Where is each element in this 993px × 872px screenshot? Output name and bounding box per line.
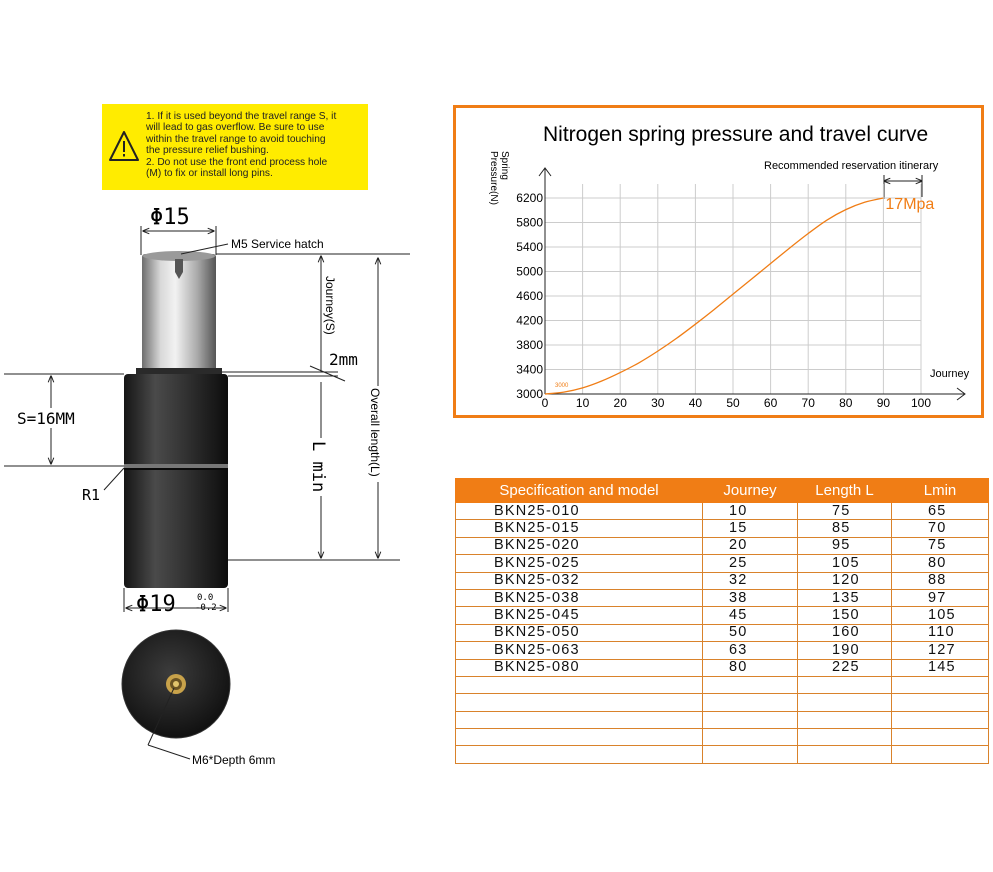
y-tick-label: 3000: [516, 387, 543, 401]
spec-header-cell: Lmin: [892, 479, 989, 503]
table-cell: 25: [703, 555, 798, 572]
table-cell: 127: [892, 642, 989, 659]
y-tick-label: 5000: [516, 264, 543, 279]
spec-table: [455, 478, 989, 764]
empty-cell: [456, 729, 703, 746]
body-groove-shadow: [124, 468, 228, 470]
empty-cell: [892, 746, 989, 763]
table-cell: BKN25-032: [456, 572, 703, 589]
table-cell: 190: [798, 642, 892, 659]
cylinder-body: [124, 374, 228, 588]
x-tick-label: 20: [613, 396, 627, 410]
overall-label: Overall length(L): [368, 388, 382, 477]
table-cell: 10: [703, 503, 798, 520]
service-hatch-hole: [175, 259, 183, 272]
y-tick-label: 4200: [516, 313, 543, 328]
empty-cell: [892, 729, 989, 746]
y-tick-label: 6200: [516, 191, 543, 205]
warning-line: will lead to gas overflow. Be sure to use: [146, 122, 325, 134]
table-cell: 75: [892, 537, 989, 554]
phi15-label: Φ15: [150, 205, 190, 230]
lmin-label: L min: [308, 441, 328, 493]
empty-cell: [798, 711, 892, 728]
x-tick-label: 90: [876, 396, 891, 410]
empty-cell: [703, 676, 798, 693]
x-tick-label: 10: [575, 396, 590, 410]
end-label: 17Mpa: [885, 196, 935, 213]
table-cell: 105: [798, 555, 892, 572]
empty-cell: [456, 694, 703, 711]
y-tick-label: 4600: [516, 289, 543, 303]
empty-cell: [798, 729, 892, 746]
table-cell: 120: [798, 572, 892, 589]
phi19-tol-lower: -0.2: [195, 603, 217, 613]
spec-header-cell: Specification and model: [456, 479, 703, 503]
warning-line: the pressure relief bushing.: [146, 145, 269, 157]
start-label: 3000: [555, 383, 569, 389]
chart-ylabel-2: Pressure(N): [488, 151, 499, 205]
body-groove: [124, 464, 228, 468]
table-cell: 95: [798, 537, 892, 554]
chart-annotation: Recommended reservation itinerary: [764, 160, 939, 172]
technical-drawing: [0, 0, 450, 872]
empty-cell: [703, 729, 798, 746]
table-cell: BKN25-050: [456, 624, 703, 641]
chart-ylabel-1: Spring: [499, 151, 510, 180]
x-tick-label: 60: [763, 396, 778, 410]
table-cell: 80: [703, 659, 798, 676]
empty-table-row: [456, 746, 989, 763]
m6-leader-2: [148, 745, 190, 759]
x-tick-label: 80: [839, 396, 853, 410]
table-cell: 105: [892, 607, 989, 624]
empty-cell: [892, 694, 989, 711]
pressure-chart: [453, 105, 984, 418]
table-cell: 15: [703, 520, 798, 537]
table-cell: 65: [892, 503, 989, 520]
empty-table-row: [456, 676, 989, 693]
empty-cell: [798, 694, 892, 711]
table-row: [456, 659, 989, 676]
table-cell: 88: [892, 572, 989, 589]
empty-cell: [892, 711, 989, 728]
table-cell: 135: [798, 589, 892, 606]
table-cell: 225: [798, 659, 892, 676]
spec-header-cell: Length L: [798, 479, 892, 503]
x-tick-label: 0: [541, 396, 549, 410]
table-row: [456, 555, 989, 572]
r1-label: R1: [82, 486, 101, 504]
x-tick-label: 100: [910, 396, 932, 410]
y-tick-label: 3400: [516, 362, 543, 377]
m6-label: M6*Depth 6mm: [192, 753, 276, 767]
table-row: [456, 642, 989, 659]
r1-leader: [104, 468, 124, 490]
empty-cell: [798, 676, 892, 693]
table-cell: BKN25-080: [456, 659, 703, 676]
table-cell: 97: [892, 589, 989, 606]
table-row: [456, 537, 989, 554]
table-row: [456, 572, 989, 589]
warning-line: within the travel range to avoid touching: [146, 133, 326, 145]
empty-cell: [456, 711, 703, 728]
y-tick-label: 5800: [516, 215, 543, 230]
table-cell: 70: [892, 520, 989, 537]
table-row: [456, 607, 989, 624]
table-cell: 45: [703, 607, 798, 624]
empty-cell: [892, 676, 989, 693]
empty-table-row: [456, 711, 989, 728]
spec-header-row: [456, 479, 989, 503]
table-cell: 32: [703, 572, 798, 589]
table-cell: 80: [892, 555, 989, 572]
table-row: [456, 520, 989, 537]
table-row: [456, 624, 989, 641]
table-cell: BKN25-045: [456, 607, 703, 624]
y-tick-label: 3800: [516, 338, 543, 352]
empty-cell: [703, 694, 798, 711]
empty-cell: [456, 746, 703, 763]
table-cell: 38: [703, 589, 798, 606]
table-cell: 110: [892, 624, 989, 641]
s16-label: S=16MM: [17, 409, 75, 428]
table-cell: 75: [798, 503, 892, 520]
table-cell: BKN25-025: [456, 555, 703, 572]
empty-cell: [456, 676, 703, 693]
table-cell: 145: [892, 659, 989, 676]
empty-table-row: [456, 729, 989, 746]
table-cell: 150: [798, 607, 892, 624]
warning-line: 1. If it is used beyond the travel range S, it: [146, 111, 337, 122]
table-cell: 160: [798, 624, 892, 641]
table-cell: 85: [798, 520, 892, 537]
table-cell: BKN25-010: [456, 503, 703, 520]
phi19-tol-upper: 0.0: [197, 593, 214, 603]
empty-table-row: [456, 694, 989, 711]
empty-cell: [703, 746, 798, 763]
table-cell: 20: [703, 537, 798, 554]
x-tick-label: 50: [726, 396, 740, 410]
chart-xlabel: Journey: [930, 368, 970, 380]
two-mm-label: 2mm: [329, 350, 358, 369]
chart-title: Nitrogen spring pressure and travel curve: [543, 123, 929, 146]
m5-label: M5 Service hatch: [231, 237, 324, 251]
table-cell: BKN25-063: [456, 642, 703, 659]
y-tick-label: 5400: [516, 240, 543, 254]
spec-header-cell: Journey: [703, 479, 798, 503]
journey-label: Journey(S): [323, 276, 337, 335]
table-cell: BKN25-020: [456, 537, 703, 554]
phi19-label: Φ19: [136, 592, 176, 617]
x-tick-label: 30: [651, 396, 665, 410]
end-view-bore: [173, 681, 179, 687]
empty-cell: [798, 746, 892, 763]
x-tick-label: 70: [801, 396, 815, 410]
empty-cell: [703, 711, 798, 728]
table-cell: 63: [703, 642, 798, 659]
table-cell: 50: [703, 624, 798, 641]
x-tick-label: 40: [688, 396, 703, 410]
warning-line: 2. Do not use the front end process hole: [146, 156, 328, 168]
table-cell: BKN25-015: [456, 520, 703, 537]
table-row: [456, 503, 989, 520]
table-row: [456, 589, 989, 606]
warning-line: (M) to fix or install long pins.: [146, 168, 273, 180]
table-cell: BKN25-038: [456, 589, 703, 606]
